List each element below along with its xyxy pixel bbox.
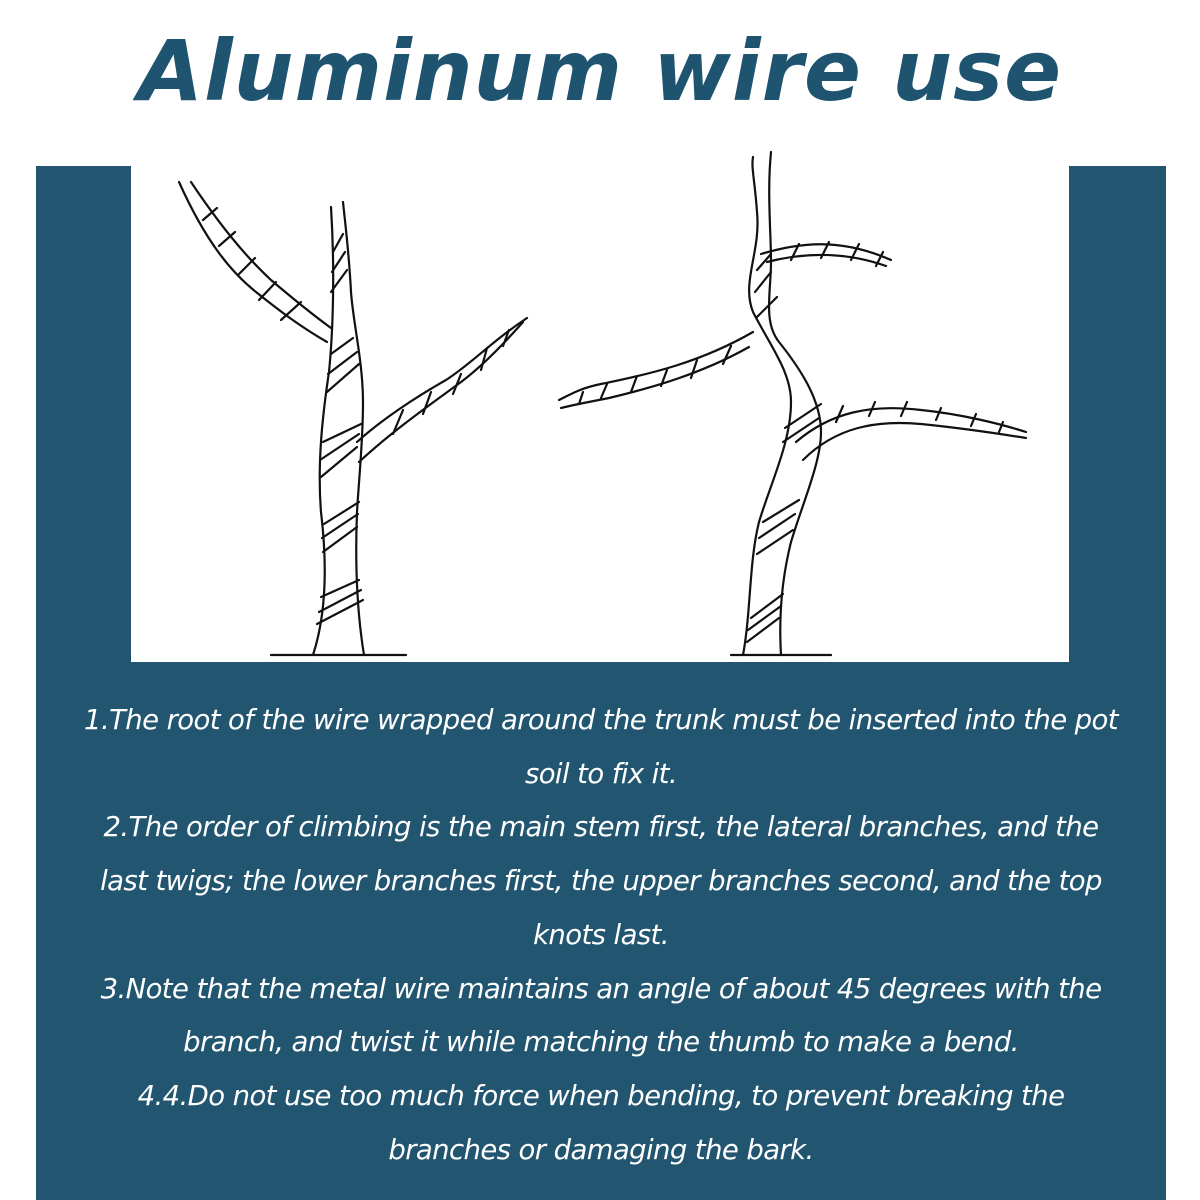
- wiring-illustration: [131, 142, 1069, 662]
- step-1: 1.The root of the wire wrapped around the trunk must be inserted into the pot soil to fix it.: [84, 704, 1118, 790]
- left-tree-drawing: [179, 182, 527, 655]
- step-4: 4.4.Do not use too much force when bending, to prevent breaking the branches or damaging the bark.: [137, 1079, 1065, 1166]
- instruction-steps: [36, 694, 1166, 1177]
- page-title: Aluminum wire use: [137, 22, 1063, 120]
- step-3: 3.Note that the metal wire maintains an angle of about 45 degrees with the branch, and twist it while matching the thumb to make a bend.: [100, 972, 1102, 1059]
- step-2: 2.The order of climbing is the main stem first, the lateral branches, and the last twigs; the lower branches first, the upper branches second, and the top knots last.: [100, 811, 1102, 951]
- right-tree-drawing: [559, 152, 1026, 655]
